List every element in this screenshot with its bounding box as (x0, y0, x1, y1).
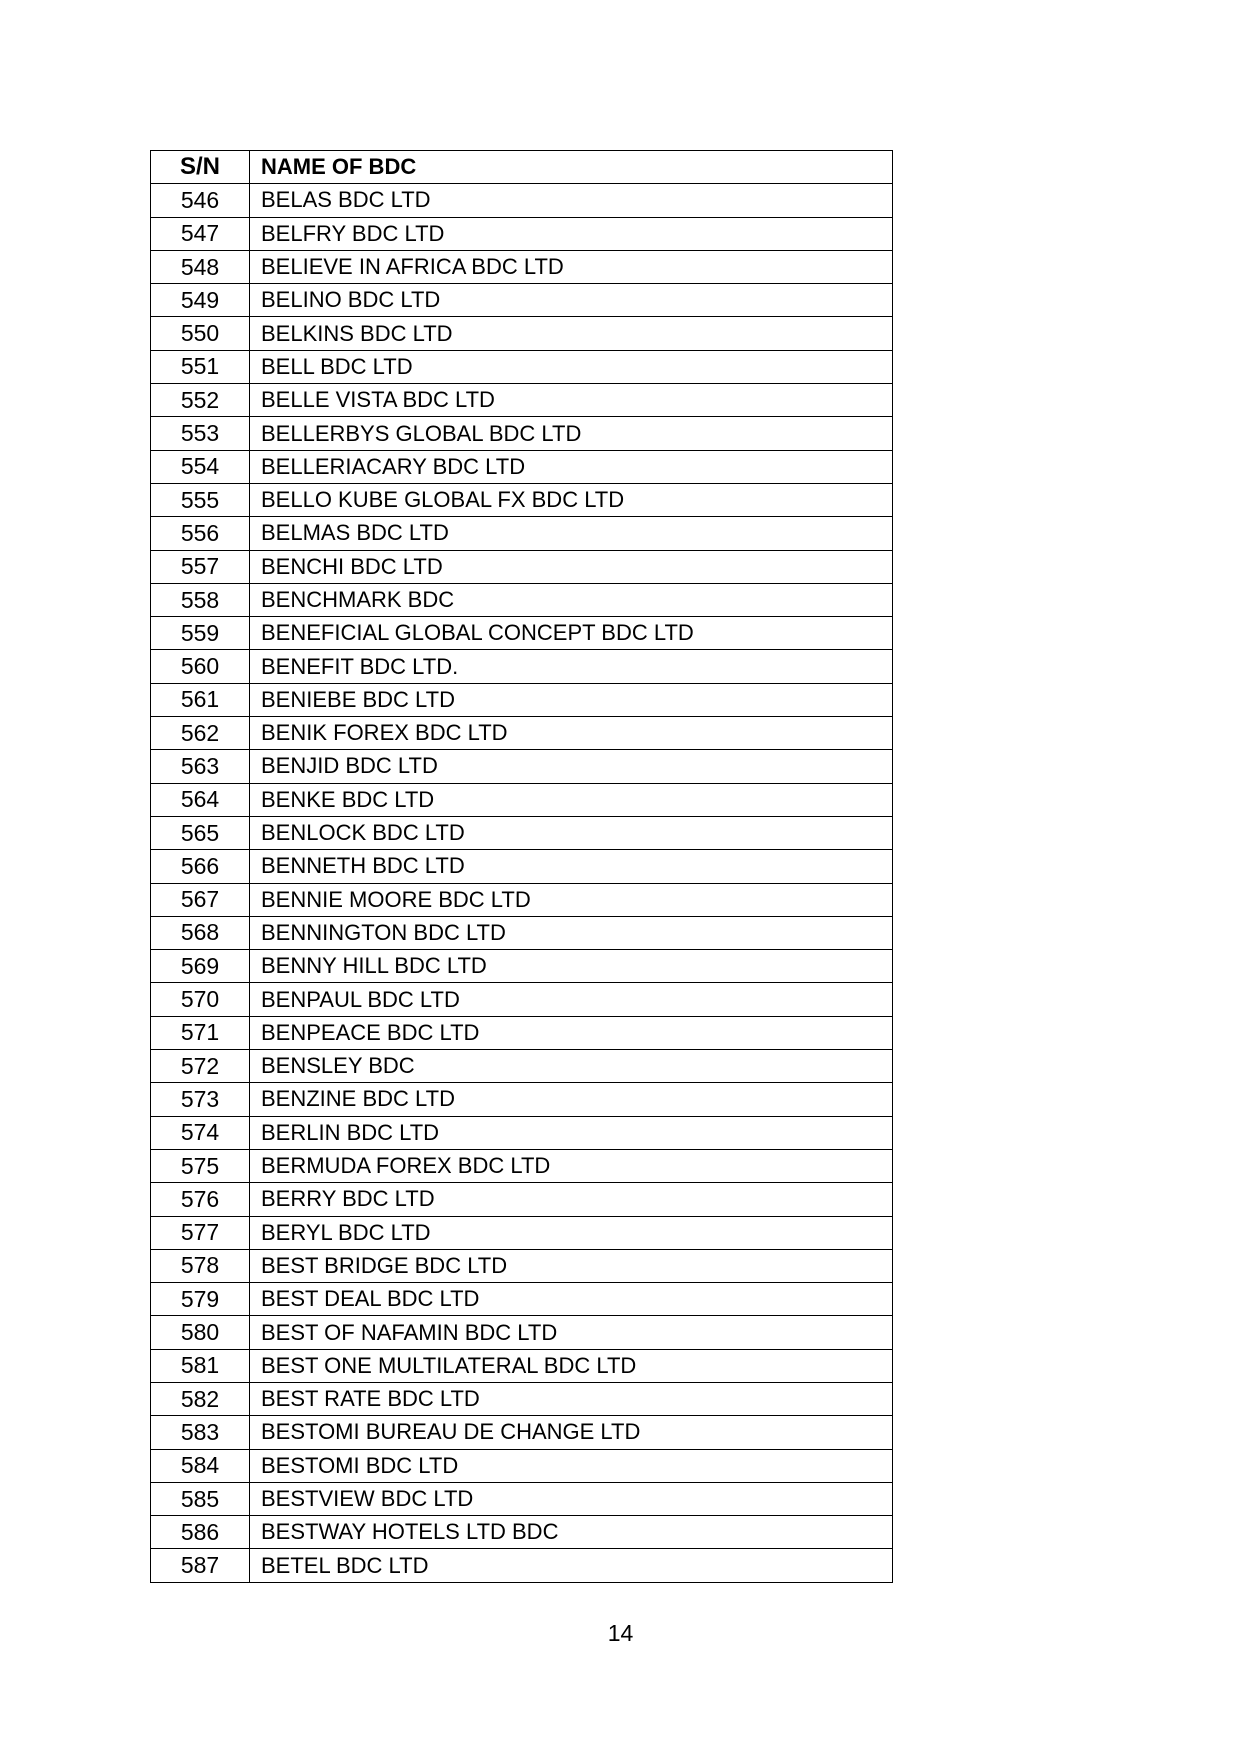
table-row (151, 1149, 893, 1182)
serial-number-cell: 574 (151, 1116, 250, 1149)
bdc-name-cell: BENLOCK BDC LTD (250, 816, 893, 849)
serial-number-cell: 581 (151, 1349, 250, 1382)
bdc-name-cell: BERRY BDC LTD (250, 1183, 893, 1216)
table-row (151, 184, 893, 217)
table-row (151, 1216, 893, 1249)
bdc-name-cell: BESTVIEW BDC LTD (250, 1482, 893, 1515)
serial-number-cell: 566 (151, 850, 250, 883)
table-row (151, 916, 893, 949)
serial-number-cell: 552 (151, 384, 250, 417)
table-row (151, 750, 893, 783)
bdc-name-cell: BENIEBE BDC LTD (250, 683, 893, 716)
serial-number-cell: 548 (151, 250, 250, 283)
table-row (151, 1116, 893, 1149)
serial-number-cell: 554 (151, 450, 250, 483)
bdc-name-cell: BELLERIACARY BDC LTD (250, 450, 893, 483)
serial-number-cell: 556 (151, 517, 250, 550)
table-row (151, 617, 893, 650)
table-row (151, 783, 893, 816)
serial-number-cell: 576 (151, 1183, 250, 1216)
sn-column-header: S/N (151, 151, 250, 184)
serial-number-cell: 579 (151, 1283, 250, 1316)
serial-number-cell: 587 (151, 1549, 250, 1582)
table-row (151, 450, 893, 483)
table-row (151, 983, 893, 1016)
table-row (151, 583, 893, 616)
serial-number-cell: 564 (151, 783, 250, 816)
bdc-name-cell: BESTOMI BDC LTD (250, 1449, 893, 1482)
bdc-name-cell: BEST BRIDGE BDC LTD (250, 1249, 893, 1282)
table-row (151, 1050, 893, 1083)
serial-number-cell: 569 (151, 950, 250, 983)
bdc-name-cell: BELLERBYS GLOBAL BDC LTD (250, 417, 893, 450)
table-row (151, 1482, 893, 1515)
serial-number-cell: 578 (151, 1249, 250, 1282)
table-row (151, 550, 893, 583)
bdc-name-cell: BELKINS BDC LTD (250, 317, 893, 350)
serial-number-cell: 563 (151, 750, 250, 783)
bdc-name-cell: BENNIE MOORE BDC LTD (250, 883, 893, 916)
serial-number-cell: 585 (151, 1482, 250, 1515)
table-row (151, 816, 893, 849)
table-header-row (151, 151, 893, 184)
table-row (151, 483, 893, 516)
table-row (151, 1449, 893, 1482)
table-row (151, 950, 893, 983)
bdc-name-cell: BEST OF NAFAMIN BDC LTD (250, 1316, 893, 1349)
bdc-name-cell: BENNETH BDC LTD (250, 850, 893, 883)
table-row (151, 1416, 893, 1449)
serial-number-cell: 557 (151, 550, 250, 583)
bdc-name-cell: BENCHI BDC LTD (250, 550, 893, 583)
serial-number-cell: 584 (151, 1449, 250, 1482)
bdc-name-cell: BERLIN BDC LTD (250, 1116, 893, 1149)
serial-number-cell: 559 (151, 617, 250, 650)
table-row (151, 317, 893, 350)
bdc-name-cell: BENEFIT BDC LTD. (250, 650, 893, 683)
bdc-name-cell: BELLE VISTA BDC LTD (250, 384, 893, 417)
serial-number-cell: 571 (151, 1016, 250, 1049)
serial-number-cell: 551 (151, 350, 250, 383)
table-row (151, 717, 893, 750)
serial-number-cell: 572 (151, 1050, 250, 1083)
serial-number-cell: 560 (151, 650, 250, 683)
bdc-name-cell: BENNY HILL BDC LTD (250, 950, 893, 983)
page-number: 14 (607, 1620, 634, 1646)
serial-number-cell: 553 (151, 417, 250, 450)
name-column-header: NAME OF BDC (250, 151, 893, 184)
table-row (151, 517, 893, 550)
bdc-name-cell: BELINO BDC LTD (250, 284, 893, 317)
serial-number-cell: 546 (151, 184, 250, 217)
bdc-name-cell: BELMAS BDC LTD (250, 517, 893, 550)
serial-number-cell: 547 (151, 217, 250, 250)
table-row (151, 1083, 893, 1116)
bdc-name-cell: BELL BDC LTD (250, 350, 893, 383)
bdc-name-cell: BEST ONE MULTILATERAL BDC LTD (250, 1349, 893, 1382)
table-row (151, 1516, 893, 1549)
bdc-name-cell: BELLO KUBE GLOBAL FX BDC LTD (250, 483, 893, 516)
table-row (151, 217, 893, 250)
serial-number-cell: 555 (151, 483, 250, 516)
bdc-name-cell: BESTWAY HOTELS LTD BDC (250, 1516, 893, 1549)
table-row (151, 1382, 893, 1415)
bdc-name-cell: BELIEVE IN AFRICA BDC LTD (250, 250, 893, 283)
table-row (151, 1249, 893, 1282)
bdc-name-cell: BENCHMARK BDC (250, 583, 893, 616)
serial-number-cell: 583 (151, 1416, 250, 1449)
bdc-name-cell: BENKE BDC LTD (250, 783, 893, 816)
serial-number-cell: 568 (151, 916, 250, 949)
bdc-name-cell: BENPAUL BDC LTD (250, 983, 893, 1016)
table-row (151, 650, 893, 683)
table-row (151, 683, 893, 716)
table-header (151, 151, 893, 184)
table-row (151, 1316, 893, 1349)
serial-number-cell: 562 (151, 717, 250, 750)
serial-number-cell: 549 (151, 284, 250, 317)
bdc-name-cell: BERMUDA FOREX BDC LTD (250, 1149, 893, 1182)
table-row (151, 1183, 893, 1216)
table-row (151, 417, 893, 450)
bdc-name-cell: BEST RATE BDC LTD (250, 1382, 893, 1415)
bdc-name-cell: BENZINE BDC LTD (250, 1083, 893, 1116)
bdc-name-cell: BESTOMI BUREAU DE CHANGE LTD (250, 1416, 893, 1449)
serial-number-cell: 580 (151, 1316, 250, 1349)
table-row (151, 350, 893, 383)
serial-number-cell: 575 (151, 1149, 250, 1182)
bdc-name-cell: BENSLEY BDC (250, 1050, 893, 1083)
bdc-name-cell: BENIK FOREX BDC LTD (250, 717, 893, 750)
table-row (151, 384, 893, 417)
bdc-name-cell: BENEFICIAL GLOBAL CONCEPT BDC LTD (250, 617, 893, 650)
table-row (151, 883, 893, 916)
table-row (151, 250, 893, 283)
serial-number-cell: 573 (151, 1083, 250, 1116)
bdc-name-cell: BELFRY BDC LTD (250, 217, 893, 250)
serial-number-cell: 561 (151, 683, 250, 716)
table-row (151, 1349, 893, 1382)
table-body (151, 184, 893, 1582)
serial-number-cell: 550 (151, 317, 250, 350)
bdc-name-cell: BETEL BDC LTD (250, 1549, 893, 1582)
serial-number-cell: 558 (151, 583, 250, 616)
bdc-name-cell: BEST DEAL BDC LTD (250, 1283, 893, 1316)
bdc-name-cell: BENNINGTON BDC LTD (250, 916, 893, 949)
bdc-name-cell: BERYL BDC LTD (250, 1216, 893, 1249)
serial-number-cell: 570 (151, 983, 250, 1016)
table-row (151, 1549, 893, 1582)
serial-number-cell: 586 (151, 1516, 250, 1549)
table-row (151, 1016, 893, 1049)
table-row (151, 850, 893, 883)
serial-number-cell: 567 (151, 883, 250, 916)
serial-number-cell: 577 (151, 1216, 250, 1249)
serial-number-cell: 582 (151, 1382, 250, 1415)
table-row (151, 1283, 893, 1316)
serial-number-cell: 565 (151, 816, 250, 849)
table-row (151, 284, 893, 317)
bdc-table (150, 150, 893, 1583)
bdc-name-cell: BENJID BDC LTD (250, 750, 893, 783)
bdc-name-cell: BELAS BDC LTD (250, 184, 893, 217)
bdc-name-cell: BENPEACE BDC LTD (250, 1016, 893, 1049)
